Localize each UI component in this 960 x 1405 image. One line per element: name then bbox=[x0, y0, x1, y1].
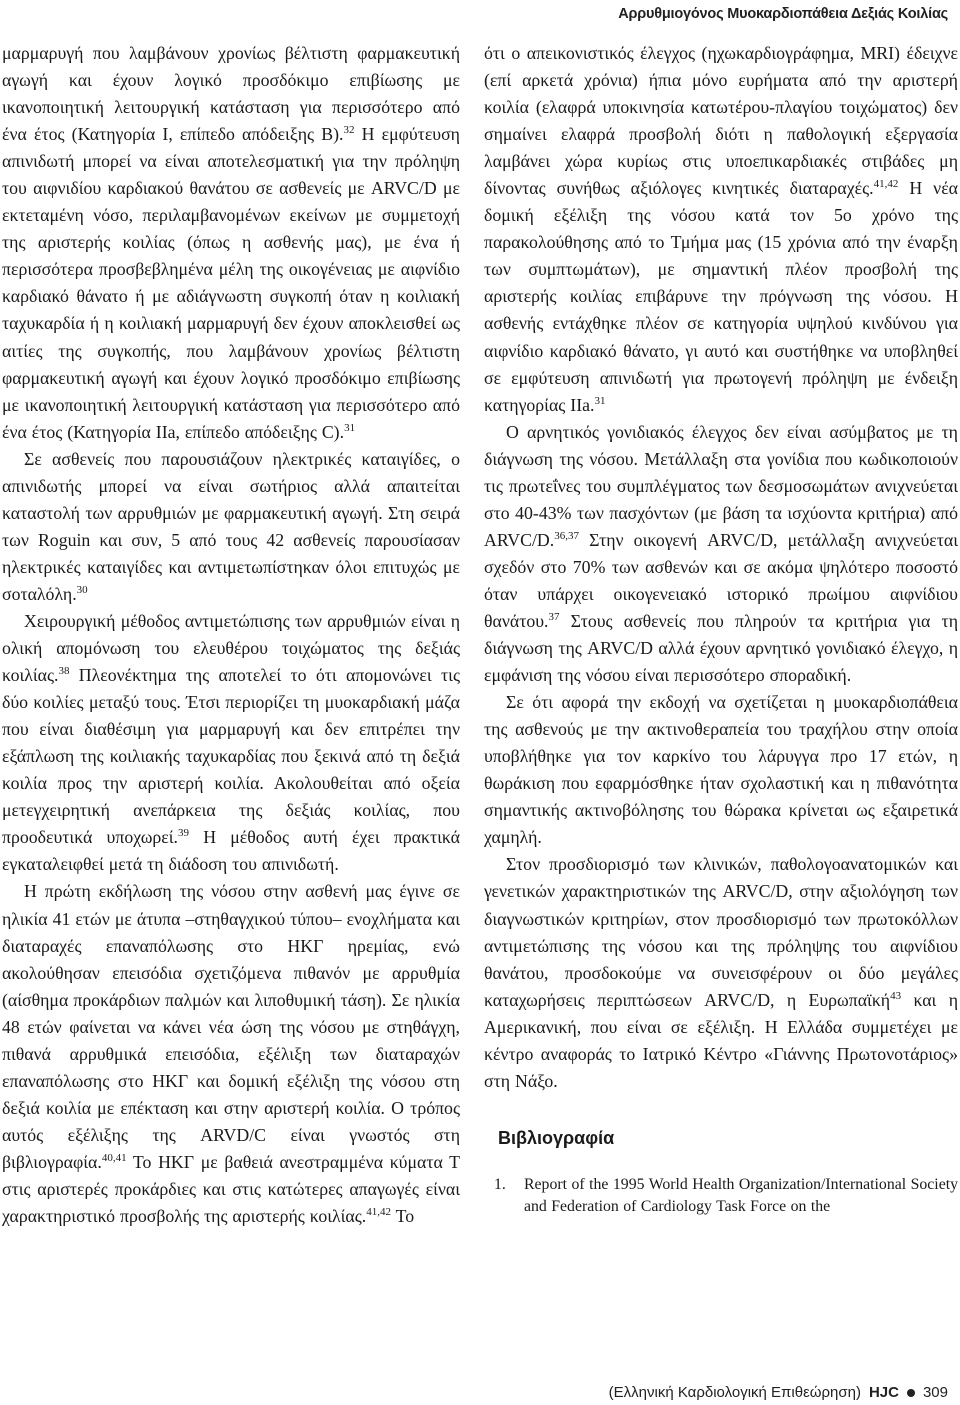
paragraph-case-presentation bbox=[2, 878, 460, 1230]
citation: 41,42 bbox=[873, 178, 899, 191]
paragraph-registries bbox=[484, 851, 958, 1094]
text-segment: Χειρουργική μέθοδος αντιμετώπισης των αρρυθμιών είναι η ολική απομόνωση του ελευθέρου τοιχώματος της δεξιάς κοιλίας. bbox=[2, 610, 460, 686]
text-segment: και η Αμερικανική, που είναι σε εξέλιξη. Η Ελλάδα συμμετέχει με κέντρο αναφοράς το Ιατρικό Κέντρο «Γιάννης Πρωτονοτάριος» στη Νάξο. bbox=[484, 989, 958, 1091]
references-heading: Βιβλιογραφία bbox=[498, 1127, 615, 1148]
page-footer bbox=[609, 1384, 948, 1401]
citation: 36,37 bbox=[554, 529, 579, 542]
text-segment: Το bbox=[390, 1206, 415, 1227]
paragraph-electrical-storm bbox=[2, 446, 460, 608]
bullet-dot-icon bbox=[907, 1389, 915, 1397]
reference-number: 1. bbox=[494, 1175, 506, 1193]
text-segment: Σε ότι αφορά την εκδοχή να σχετίζεται η μυοκαρδιοπάθεια της ασθενούς με την ακτινοθεραπεία του τραχήλου στην οποία υποβλήθηκε για τον καρκίνο του λάρυγγα προ 17 ετών, η θωράκιση που εφαρμόσθηκε ήταν σχολαστική και η πιθανότητα σημαντικής ακτινοβόλησης του θώρακα κρίνεται ως εξαιρετικά χαμηλή. bbox=[484, 692, 958, 848]
paragraph-surgical-method bbox=[2, 608, 460, 878]
citation: 43 bbox=[890, 989, 902, 1002]
citation: 39 bbox=[178, 827, 189, 840]
text-segment: Η μέθοδος αυτή έχει πρακτικά εγκαταλειφθεί μετά τη διάδοση του απινιδωτή. bbox=[2, 827, 460, 875]
text-segment: Στον προσδιορισμό των κλινικών, παθολογοανατομικών και γενετικών χαρακτηριστικών της ARVC/D, στην αξιολόγηση των διαγνωστικών κριτηρίων, στον προσδιορισμό των πρωτοκόλλων αντιμετώπισης της νόσου και της πρόληψης του αιφνίδιου θανάτου, προσδοκούμε να συνεισφέρουν οι δύο μεγάλες καταχωρήσεις περιπτώσεων ARVC/D, η Ευρωπαϊκή bbox=[484, 854, 958, 1010]
paragraph-genetic-testing bbox=[484, 419, 958, 689]
citation: 31 bbox=[344, 421, 356, 434]
reference-item bbox=[484, 1174, 958, 1219]
text-segment: Στους ασθενείς που πληρούν τα κριτήρια για τη διάγνωση της ARVC/D αλλά έχουν αρνητικό γονιδιακό έλεγχο, η εμφάνιση της νόσου είναι περισσότερο σποραδική. bbox=[484, 610, 958, 686]
reference-text: Report of the 1995 World Health Organization/International Society and Federation of Cardiology Task Force on the bbox=[524, 1175, 958, 1216]
journal-abbreviation: HJC bbox=[868, 1384, 899, 1401]
text-segment: Το ΗΚΓ με βαθειά ανεστραμμένα κύματα Τ στις αριστερές προκάρδιες και στις κατώτερες απαγωγές είναι χαρακτηριστικό προσβολής της αριστερής κοιλίας. bbox=[2, 1151, 460, 1227]
text-segment: ότι ο απεικονιστικός έλεγχος (ηχωκαρδιογράφημα, MRI) έδειχνε (επί αρκετά χρόνια) ήπια μόνο ευρήματα από την αριστερή κοιλία (ελαφρά υποκινησία κατωτέρου-πλαγίου τοιχώματος) δεν σημαίνει ελαφρά προσβολή διότι η παθολογική εξεργασία λαμβάνει χώρα κυρίως στις υποεπικαρδιακές στιβάδες μη δίνοντας συνήθως αξιόλογες κινητικές διαταραχές. bbox=[484, 43, 958, 199]
text-segment: Πλεονέκτημα της αποτελεί το ότι απομονώνει τις δύο κοιλίες μεταξύ τους. Έτσι περιορίζει τη μυοκαρδιακή μάζα που είναι διαθέσιμη για μαρμαρυγή και δεν επιτρέπει την εξάπλωση της κοιλιακής ταχυκαρδίας που ξεκινά από τη δεξιά κοιλία προς την αριστερή κοιλία. Ακολουθείται από οξεία μετεγχειρητική ανεπάρκεια της δεξιάς κοιλίας, που προοδευτικά υποχωρεί. bbox=[2, 665, 460, 848]
citation: 32 bbox=[343, 124, 355, 137]
citation: 37 bbox=[548, 610, 560, 623]
text-segment: Σε ασθενείς που παρουσιάζουν ηλεκτρικές καταιγίδες, ο απινιδωτής μπορεί να είναι σωτήριος αλλά απαιτείται καταστολή των αρρυθμιών με φαρμακευτική αγωγή. Στη σειρά των Roguin και συν, 5 από τους 42 ασθενείς παρουσίασαν ηλεκτρικές καταιγίδες και αντιμετωπίστηκαν όλοι επιτυχώς με σοταλόλη. bbox=[2, 448, 460, 604]
journal-full-name: (Ελληνική Καρδιολογική Επιθεώρηση) bbox=[608, 1384, 861, 1401]
citation: 31 bbox=[594, 394, 606, 407]
paragraph-radiotherapy bbox=[484, 689, 958, 851]
running-head: Αρρυθμιογόνος Μυοκαρδιοπάθεια Δεξιάς Κοιλίας bbox=[618, 6, 948, 22]
text-segment: Στην οικογενή ARVC/D, μετάλλαξη ανιχνεύεται σχεδόν στο 70% των ασθενών και σε ακόμα ψηλότερο ποσοστό όταν υπάρχει οικογενειακό ιστορικό πρωίμου αιφνίδιου θανάτου. bbox=[484, 529, 958, 631]
paragraph-icd-indications bbox=[2, 40, 460, 446]
left-column bbox=[2, 40, 460, 1230]
citation: 41,42 bbox=[366, 1206, 391, 1219]
text-segment: Η νέα δομική εξέλιξη της νόσου κατά τον 5ο χρόνο της παρακολούθησης από το Τμήμα μας (15 χρόνια από την έναρξη των συμπτωμάτων), με σημαντική πλέον προσβολή της αριστερής κοιλίας επιβάρυνε την πρόγνωση της νόσου. Η ασθενής εντάχθηκε πλέον σε κατηγορία υψηλού κινδύνου για αιφνίδιο καρδιακό θάνατο, γι αυτό και συστήθηκε να υποβληθεί σε εμφύτευση απινιδωτή για πρωτογενή πρόληψη με ένδειξη κατηγορίας ΙΙa. bbox=[484, 178, 958, 415]
citation: 40,41 bbox=[101, 1151, 127, 1164]
text-segment: Ο αρνητικός γονιδιακός έλεγχος δεν είναι ασύμβατος με τη διάγνωση της νόσου. Μετάλλαξη στα γονίδια που κωδικοποιούν τις πρωτεΐνες του συμπλέγματος των δεσμοσωμάτων ανιχνεύεται στο 40-43% των πασχόντων (με βάση τα ισχύοντα κριτήρια) από ARVC/D. bbox=[484, 421, 958, 550]
citation: 38 bbox=[58, 665, 70, 678]
text-segment: Η εμφύτευση απινιδωτή μπορεί να είναι αποτελεσματική για την πρόληψη του αιφνιδίου καρδιακού θανάτου σε ασθενείς με ARVC/D με εκτεταμένη νόσο, περιλαμβανομένων εκείνων με συμμετοχή της αριστερής κοιλίας (όπως η ασθενής μας), με ένα ή περισσότερα προσβεβλημένα μέλη της οικογένειας με αιφνίδιο καρδιακό θάνατο ή με αδιάγνωστη συγκοπή όταν η κοιλιακή ταχυκαρδία ή η κοιλιακή μαρμαρυγή δεν έχουν αποκλεισθεί ως αιτίες της συγκοπής, που λαμβάνουν χρονίως βέλτιστη φαρμακευτική αγωγή και έχουν λογικό προσδόκιμο επιβίωσης με ικανοποιητική λειτουργική κατάσταση για περισσότερο από ένα έτος (Κατηγορία ΙΙa, επίπεδο απόδειξης C). bbox=[2, 124, 460, 442]
page-number: 309 bbox=[922, 1384, 948, 1401]
right-column bbox=[484, 40, 958, 1219]
citation: 30 bbox=[76, 583, 88, 596]
text-segment: Η πρώτη εκδήλωση της νόσου στην ασθενή μας έγινε σε ηλικία 41 ετών με άτυπα –στηθαγχικού τύπου– ενοχλήματα και διαταραχές επαναπόλωσης στο ΗΚΓ ηρεμίας, ενώ ακολούθησαν επεισόδια σχετιζόμενα πιθανόν με αρρυθμία (αίσθημα προκάρδιων παλμών και λιποθυμική τάση). Σε ηλικία 48 ετών φαίνεται να κάνει νέα ώση της νόσου με στηθάγχη, πιθανά αρρυθμικά επεισόδια, εξέλιξη των διαταραχών επαναπόλωσης στο ΗΚΓ και δομική εξέλιξη της νόσου στη δεξιά κοιλία με επέκταση και στην αριστερή κοιλία. Ο τρόπος αυτός εξέλιξης της ARVD/C είναι γνωστός στη βιβλιογραφία. bbox=[2, 881, 460, 1172]
text-segment: μαρμαρυγή που λαμβάνουν χρονίως βέλτιστη φαρμακευτική αγωγή και έχουν λογικό προσδόκιμο επιβίωσης με ικανοποιητική λειτουργική κατάσταση για περισσότερο από ένα έτος (Κατηγορία Ι, επίπεδο απόδειξης Β). bbox=[2, 43, 460, 145]
paragraph-imaging bbox=[484, 40, 958, 419]
